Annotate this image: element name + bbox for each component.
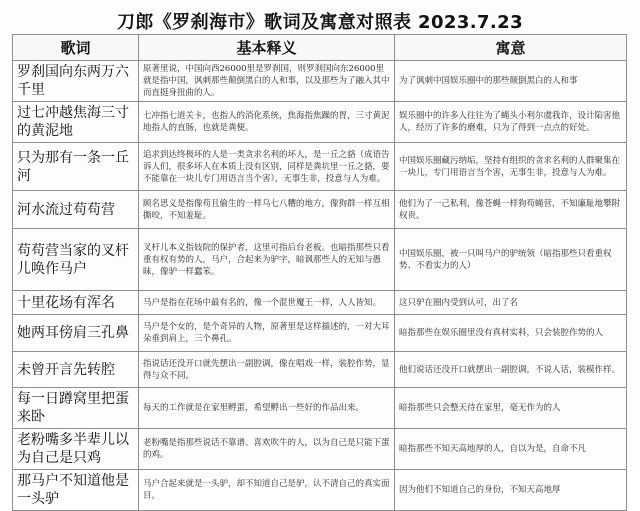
meaning-cell: 指说话还没开口就先摆出一副腔调，像在唱戏一样，装腔作势，显得与众不同。 (139, 352, 395, 388)
implied-cell: 他们说话还没开口就摆出一副腔调，不说人话，装模作样。 (395, 352, 627, 388)
implied-cell: 暗指那些只会整天待在家里，毫无作为的人 (395, 388, 627, 429)
document-title: 刀郎《罗刹海市》歌词及寓意对照表 2023.7.23 (116, 12, 523, 33)
lyric-cell: 罗刹国向东两万六千里 (13, 61, 139, 102)
meaning-cell: 叉杆儿本义指妓院的保护者，这里可指后台老板。也暗指那些只看重有权有势的人，马户，合起来为驴字，暗讽那些人的无知与愚昧，像驴一样蠢笨。 (139, 229, 395, 291)
header-lyric: 歌词 (13, 35, 139, 61)
table-row (13, 388, 627, 429)
table-header-row (13, 35, 627, 61)
meaning-cell: 七冲指七道关卡，也指人的消化系统，焦海指焦躁的胃，三寸黄泥地指人的直肠，也就是粪便。 (139, 102, 395, 143)
table-row (13, 143, 627, 191)
implied-cell: 因为他们不知道自己的身份，不知天高地厚 (395, 470, 627, 511)
implied-cell: 中国娱乐圈藏污纳垢，坚持有组织的贪求名利的人群聚集在一块儿，专门用语言当个害，无事生非，投意与人为难。 (395, 143, 627, 191)
lyric-cell: 那马户不知道他是一头驴 (13, 470, 139, 511)
lyric-cell: 过七冲越焦海三寸的黄泥地 (13, 102, 139, 143)
implied-cell: 暗指那些不知天高地厚的人，自以为是，自命不凡 (395, 429, 627, 470)
meaning-cell: 追求到达终极坏的人是一类贪求名利的坏人，是一丘之貉（成语告诉人们，很多坏人在本质上没有区别，同样是粪坑里一丘之貉，要不能靠在一块儿专门用语言当个害），无事生非，投意与人为难。 (139, 143, 395, 191)
implied-cell: 暗指那些在娱乐圈里没有真材实料，只会装腔作势的人 (395, 315, 627, 352)
lyric-cell: 苟苟营当家的叉杆儿唤作马户 (13, 229, 139, 291)
lyric-cell: 只为那有一条一丘河 (13, 143, 139, 191)
lyric-cell: 老粉嘴多半辈儿以为自己是只鸡 (13, 429, 139, 470)
meaning-cell: 马户合起来就是一头驴，却不知道自己是驴，认不清自己的真实面目。 (139, 470, 395, 511)
lyric-cell: 每一日蹲窝里把蛋来卧 (13, 388, 139, 429)
meaning-cell: 原著里说，中国向西26000里是罗刹国，则罗刹国向东26000里就是指中国，讽刺那些颠倒黑白的人和事，以及那些为了融入其中而直挺身扭曲的人。 (139, 61, 395, 102)
implied-cell: 他们为了一己私利，像苍蝇一样狗苟蝇营，不知廉耻地攀附权贵。 (395, 191, 627, 229)
header-implied: 寓意 (395, 35, 627, 61)
lyric-cell: 未曾开言先转腔 (13, 352, 139, 388)
table-row (13, 229, 627, 291)
table-row (13, 315, 627, 352)
lyric-cell: 她两耳傍肩三孔鼻 (13, 315, 139, 352)
lyric-cell: 十里花场有浑名 (13, 291, 139, 315)
header-meaning: 基本释义 (139, 35, 395, 61)
implied-cell: 中国娱乐圈，被一只叫马户的驴统领（暗指那些只看重权势、不看实力的人） (395, 229, 627, 291)
table-row (13, 102, 627, 143)
meaning-cell: 每天的工作就是在家里孵蛋，希望孵出一些好的作品出来。 (139, 388, 395, 429)
table-row (13, 291, 627, 315)
implied-cell: 娱乐圈中的许多人往往为了蝇头小利尔虞我诈，设计陷害他人，经历了许多的磨难，只为了得到一点点的好处。 (395, 102, 627, 143)
table-row (13, 191, 627, 229)
meaning-cell: 顾名思义是指像苟且偷生的一样乌七八糟的地方，像狗群一样互相撕咬，不知羞耻。 (139, 191, 395, 229)
meaning-cell: 马户是指在花场中最有名的，像一个混世魔王一样，人人皆知。 (139, 291, 395, 315)
table-row (13, 352, 627, 388)
implied-cell: 为了讽刺中国娱乐圈中的那些颠倒黑白的人和事 (395, 61, 627, 102)
implied-cell: 这只驴在圈内受到认可，出了名 (395, 291, 627, 315)
meaning-cell: 马户是个女的，是个奇异的人物，原著里是这样描述的，一对大耳朵垂到肩上，三个鼻孔。 (139, 315, 395, 352)
lyric-cell: 河水流过苟苟营 (13, 191, 139, 229)
lyrics-table (12, 34, 627, 511)
meaning-cell: 老粉嘴是指那些说话不靠谱、喜欢吹牛的人，以为自己是只能下蛋的鸡。 (139, 429, 395, 470)
table-row (13, 429, 627, 470)
table-row (13, 61, 627, 102)
table-row (13, 470, 627, 511)
